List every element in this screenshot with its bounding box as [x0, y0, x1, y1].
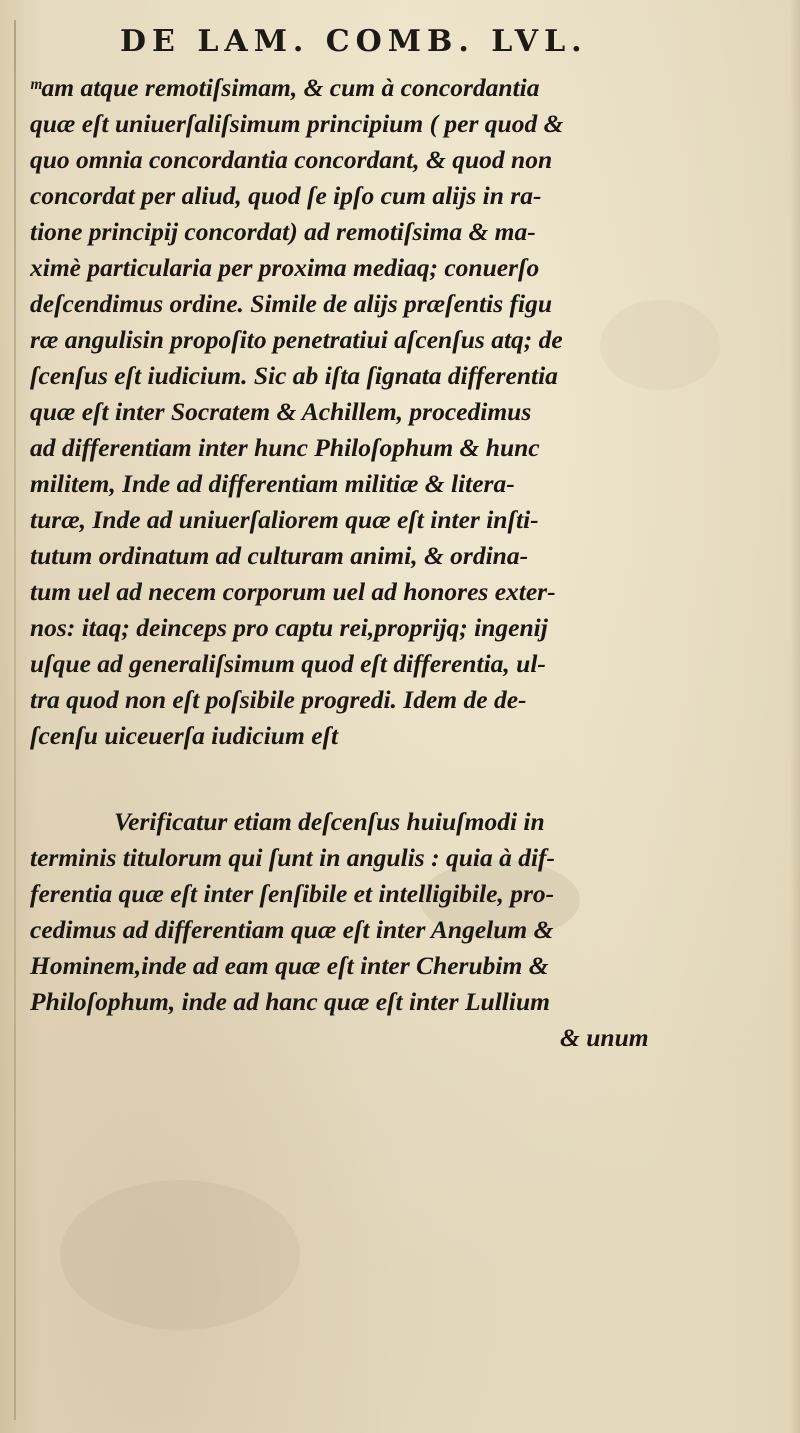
- text-line: ximè particularia per proxima mediaq; conuerſo: [30, 253, 540, 282]
- text-line: quo omnia concordantia concordant, & quod non: [30, 145, 553, 174]
- text-line: tra quod non eſt poſsibile progredi. Idem de de-: [30, 685, 527, 714]
- text-line: deſcendimus ordine. Simile de alijs præſentis figu: [30, 289, 553, 318]
- text-line: ſcenſu uiceuerſa iudicium eſt: [30, 721, 339, 750]
- text-line: tum uel ad necem corporum uel ad honores exter-: [30, 577, 556, 606]
- text-line: ſcenſus eſt iudicium. Sic ab iſta ſignata differentia: [30, 361, 558, 390]
- text-line: cedimus ad differentiam quæ eſt inter Angelum &: [30, 915, 554, 944]
- text-line: Verificatur etiam deſcenſus huiuſmodi in: [114, 807, 545, 836]
- text-line: ᵐam atque remotiſsimam, & cum à concordantia: [30, 73, 540, 102]
- text-line: turæ, Inde ad uniuerſaliorem quæ eſt inter inſti-: [30, 505, 539, 534]
- text-line: tione principij concordat) ad remotiſsima & ma-: [30, 217, 536, 246]
- text-line: ræ angulisin propoſito penetratiui aſcenſus atq; de: [30, 325, 563, 354]
- text-line: concordat per aliud, quod ſe ipſo cum alijs in ra-: [30, 181, 542, 210]
- catchword: & unum: [560, 1023, 649, 1052]
- margin-rule: [14, 20, 16, 1420]
- text-line: quæ eſt inter Socratem & Achillem, procedimus: [30, 397, 532, 426]
- text-line: Philoſophum, inde ad hanc quæ eſt inter Lullium: [30, 987, 550, 1016]
- text-line: Hominem,inde ad eam quæ eſt inter Cherubim &: [30, 951, 549, 980]
- paragraph-2: [30, 804, 790, 1056]
- text-line: tutum ordinatum ad culturam animi, & ordina-: [30, 541, 529, 570]
- text-line: ad differentiam inter hunc Philoſophum & hunc: [30, 433, 540, 462]
- text-line: uſque ad generaliſsimum quod eſt differentia, ul-: [30, 649, 546, 678]
- paragraph-1: [30, 70, 790, 754]
- text-line: militem, Inde ad differentiam militiæ & litera-: [30, 469, 515, 498]
- text-line: nos: itaq; deinceps pro captu rei,proprijq; ingenij: [30, 613, 548, 642]
- running-head: DE LAM. COMB. LVL.: [120, 24, 588, 59]
- text-line: terminis titulorum qui ſunt in angulis : quia à dif-: [30, 843, 556, 872]
- paper-stain: [60, 1180, 300, 1330]
- text-line: ferentia quæ eſt inter ſenſibile et intelligibile, pro-: [30, 879, 555, 908]
- text-line: quæ eſt uniuerſaliſsimum principium ( per quod &: [30, 109, 564, 138]
